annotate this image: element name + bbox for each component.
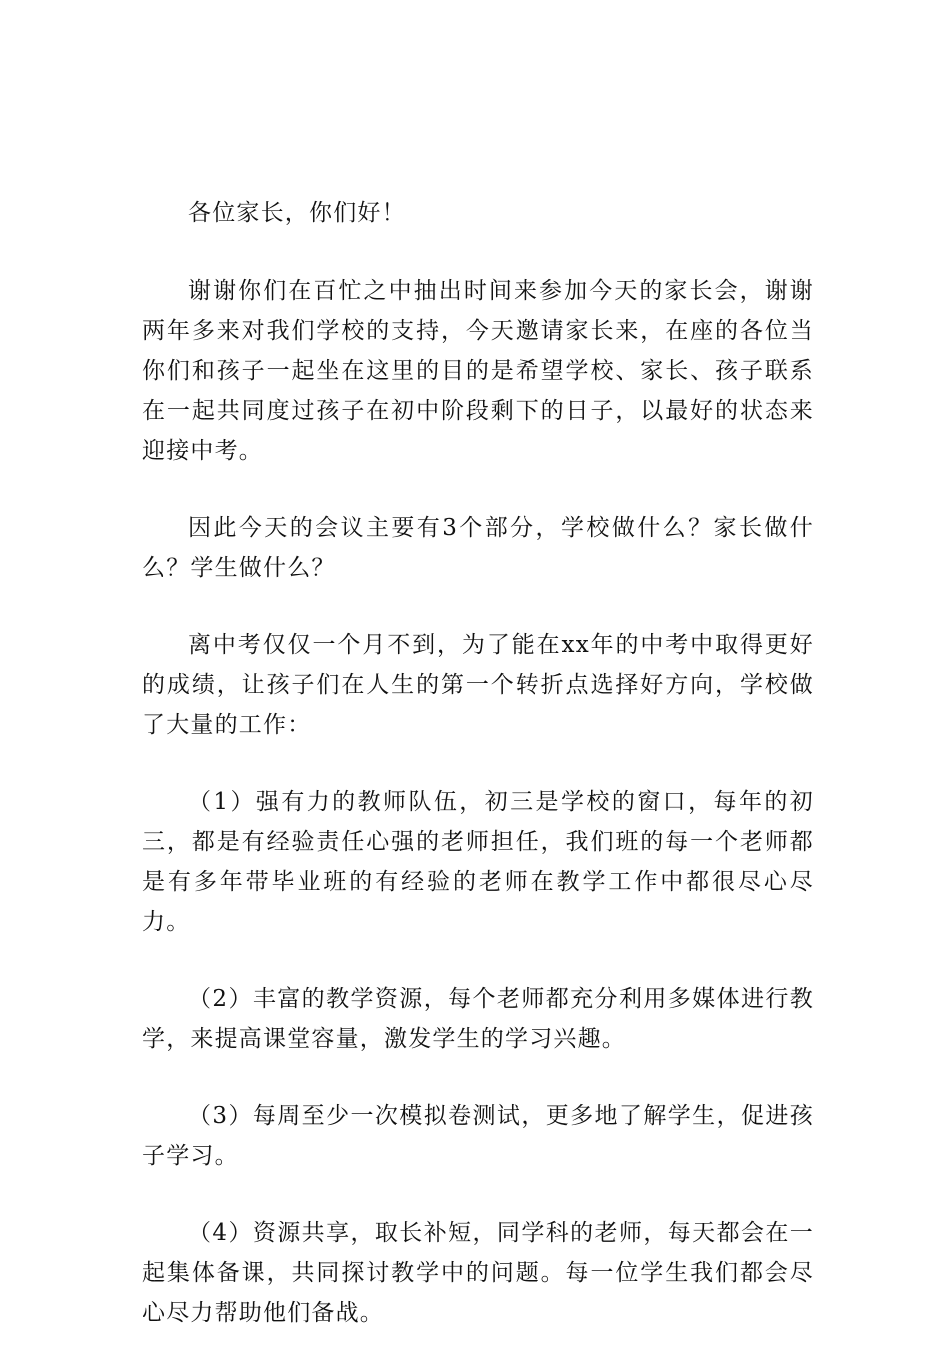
list-item-1-paragraph: （1）强有力的教师队伍，初三是学校的窗口，每年的初三，都是有经验责任心强的老师担任，我们班的每一个老师都是有多年带毕业班的有经验的老师在教学工作中都很尽心尽力。 bbox=[142, 789, 814, 935]
list-item-3-paragraph: （3）每周至少一次模拟卷测试，更多地了解学生，促进孩子学习。 bbox=[142, 1103, 814, 1169]
list-item-4-paragraph: （4）资源共享，取长补短，同学科的老师，每天都会在一起集体备课，共同探讨教学中的问题。每一位学生我们都会尽心尽力帮助他们备战。 bbox=[142, 1220, 814, 1326]
document-body bbox=[142, 193, 814, 1370]
greeting-paragraph: 各位家长，你们好！ bbox=[188, 200, 406, 226]
list-item-2-paragraph: （2）丰富的教学资源，每个老师都充分利用多媒体进行教学，来提高课堂容量，激发学生的学习兴趣。 bbox=[142, 986, 814, 1052]
school-work-paragraph: 离中考仅仅一个月不到，为了能在xx年的中考中取得更好的成绩，让孩子们在人生的第一个转折点选择好方向，学校做了大量的工作： bbox=[142, 632, 814, 738]
intro-paragraph: 谢谢你们在百忙之中抽出时间来参加今天的家长会，谢谢两年多来对我们学校的支持，今天邀请家长来，在座的各位当你们和孩子一起坐在这里的目的是希望学校、家长、孩子联系在一起共同度过孩子在初中阶段剩下的日子，以最好的状态来迎接中考。 bbox=[142, 278, 814, 464]
meeting-parts-paragraph: 因此今天的会议主要有3个部分，学校做什么？家长做什么？学生做什么？ bbox=[142, 515, 814, 581]
